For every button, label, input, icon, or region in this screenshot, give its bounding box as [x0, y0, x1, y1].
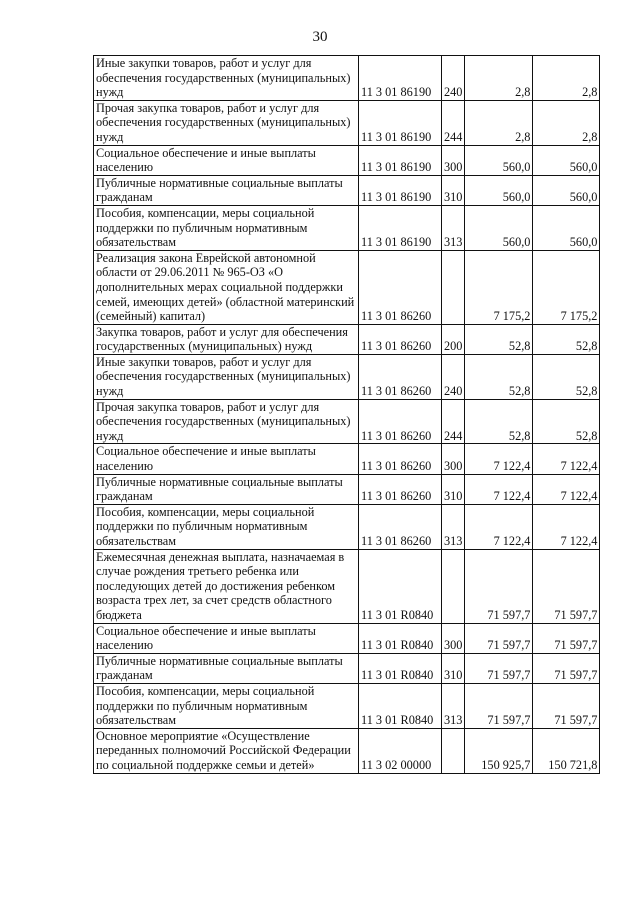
row-code: 11 3 01 86260: [359, 250, 442, 324]
row-type: 313: [442, 504, 465, 549]
row-name: Ежемесячная денежная выплата, назначаемая в случае рождения третьего ребенка или последующих детей до достижения ребенком возраста трех лет, за счет средств областного бюджета: [94, 549, 359, 623]
row-code: 11 3 01 86190: [359, 56, 442, 101]
row-code: 11 3 02 00000: [359, 728, 442, 773]
table-row: [94, 175, 600, 205]
row-value-2: 560,0: [533, 175, 600, 205]
row-code: 11 3 01 86190: [359, 175, 442, 205]
row-value-2: 7 122,4: [533, 474, 600, 504]
row-name: Прочая закупка товаров, работ и услуг для обеспечения государственных (муниципальных) нужд: [94, 399, 359, 444]
table-row: [94, 399, 600, 444]
row-value-1: 2,8: [465, 56, 533, 101]
row-code: 11 3 01 86260: [359, 444, 442, 474]
row-name: Иные закупки товаров, работ и услуг для обеспечения государственных (муниципальных) нужд: [94, 354, 359, 399]
row-value-1: 71 597,7: [465, 653, 533, 683]
row-type: 240: [442, 354, 465, 399]
table-row: [94, 324, 600, 354]
table-row: [94, 549, 600, 623]
row-code: 11 3 01 86260: [359, 474, 442, 504]
row-name: Социальное обеспечение и иные выплаты населению: [94, 623, 359, 653]
table-row: [94, 728, 600, 773]
table-row: [94, 354, 600, 399]
row-value-2: 71 597,7: [533, 623, 600, 653]
row-name: Реализация закона Еврейской автономной области от 29.06.2011 № 965-ОЗ «О дополнительных мерах социальной поддержки семей, имеющих детей» (областной материнский (семейный) капитал): [94, 250, 359, 324]
row-value-1: 7 122,4: [465, 504, 533, 549]
row-value-2: 560,0: [533, 145, 600, 175]
row-code: 11 3 01 86260: [359, 324, 442, 354]
row-value-2: 52,8: [533, 324, 600, 354]
table-row: [94, 474, 600, 504]
row-code: 11 3 01 R0840: [359, 549, 442, 623]
row-value-2: 71 597,7: [533, 683, 600, 728]
table-row: [94, 683, 600, 728]
row-name: Пособия, компенсации, меры социальной поддержки по публичным нормативным обязательствам: [94, 205, 359, 250]
row-type: 300: [442, 444, 465, 474]
row-type: 244: [442, 399, 465, 444]
row-name: Иные закупки товаров, работ и услуг для обеспечения государственных (муниципальных) нужд: [94, 56, 359, 101]
row-type: 313: [442, 205, 465, 250]
row-type: 240: [442, 56, 465, 101]
row-code: 11 3 01 R0840: [359, 653, 442, 683]
table-row: [94, 56, 600, 101]
row-value-2: 560,0: [533, 205, 600, 250]
row-type: 244: [442, 100, 465, 145]
budget-table: [93, 55, 600, 774]
row-value-1: 2,8: [465, 100, 533, 145]
row-value-2: 2,8: [533, 100, 600, 145]
row-value-1: 7 175,2: [465, 250, 533, 324]
row-type: [442, 549, 465, 623]
row-name: Основное мероприятие «Осуществление переданных полномочий Российской Федерации по социальной поддержке семьи и детей»: [94, 728, 359, 773]
row-name: Социальное обеспечение и иные выплаты населению: [94, 145, 359, 175]
row-value-2: 150 721,8: [533, 728, 600, 773]
row-code: 11 3 01 86190: [359, 100, 442, 145]
table-row: [94, 653, 600, 683]
row-value-2: 52,8: [533, 399, 600, 444]
row-code: 11 3 01 86260: [359, 399, 442, 444]
row-value-2: 7 122,4: [533, 504, 600, 549]
row-type: [442, 250, 465, 324]
row-type: 313: [442, 683, 465, 728]
table-row: [94, 444, 600, 474]
page-number: 30: [312, 29, 328, 45]
row-code: 11 3 01 86190: [359, 205, 442, 250]
row-code: 11 3 01 R0840: [359, 683, 442, 728]
table-row: [94, 504, 600, 549]
row-value-1: 560,0: [465, 205, 533, 250]
row-value-2: 7 122,4: [533, 444, 600, 474]
row-value-2: 7 175,2: [533, 250, 600, 324]
row-value-1: 560,0: [465, 145, 533, 175]
row-name: Социальное обеспечение и иные выплаты населению: [94, 444, 359, 474]
table-row: [94, 205, 600, 250]
row-type: 300: [442, 623, 465, 653]
row-type: 310: [442, 474, 465, 504]
row-value-1: 7 122,4: [465, 444, 533, 474]
row-type: 310: [442, 175, 465, 205]
row-value-2: 52,8: [533, 354, 600, 399]
row-type: 310: [442, 653, 465, 683]
row-type: [442, 728, 465, 773]
row-code: 11 3 01 86260: [359, 504, 442, 549]
table-row: [94, 145, 600, 175]
row-name: Публичные нормативные социальные выплаты гражданам: [94, 474, 359, 504]
row-value-1: 52,8: [465, 324, 533, 354]
row-value-1: 52,8: [465, 354, 533, 399]
row-name: Публичные нормативные социальные выплаты гражданам: [94, 653, 359, 683]
table-row: [94, 100, 600, 145]
row-name: Пособия, компенсации, меры социальной поддержки по публичным нормативным обязательствам: [94, 504, 359, 549]
row-value-2: 71 597,7: [533, 549, 600, 623]
row-code: 11 3 01 R0840: [359, 623, 442, 653]
row-value-1: 7 122,4: [465, 474, 533, 504]
row-value-1: 71 597,7: [465, 623, 533, 653]
row-code: 11 3 01 86190: [359, 145, 442, 175]
row-name: Публичные нормативные социальные выплаты гражданам: [94, 175, 359, 205]
row-value-1: 150 925,7: [465, 728, 533, 773]
row-value-1: 560,0: [465, 175, 533, 205]
row-type: 300: [442, 145, 465, 175]
row-value-1: 52,8: [465, 399, 533, 444]
table-row: [94, 623, 600, 653]
row-value-1: 71 597,7: [465, 549, 533, 623]
row-name: Прочая закупка товаров, работ и услуг для обеспечения государственных (муниципальных) нужд: [94, 100, 359, 145]
row-value-2: 2,8: [533, 56, 600, 101]
row-type: 200: [442, 324, 465, 354]
table-row: [94, 250, 600, 324]
row-value-1: 71 597,7: [465, 683, 533, 728]
row-value-2: 71 597,7: [533, 653, 600, 683]
row-name: Пособия, компенсации, меры социальной поддержки по публичным нормативным обязательствам: [94, 683, 359, 728]
row-code: 11 3 01 86260: [359, 354, 442, 399]
row-name: Закупка товаров, работ и услуг для обеспечения государственных (муниципальных) нужд: [94, 324, 359, 354]
